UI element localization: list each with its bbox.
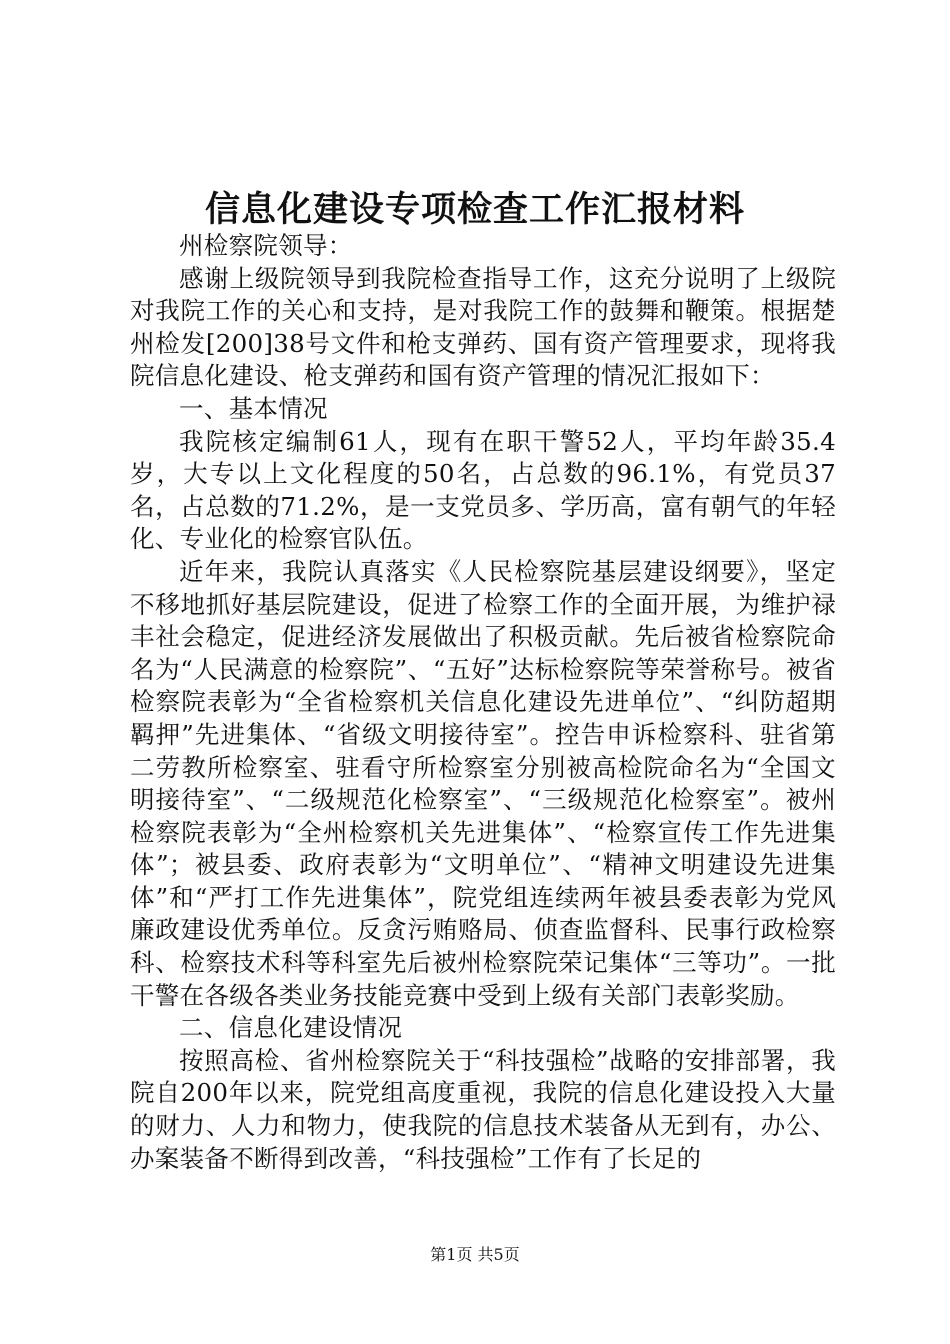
page-number-footer: 第1页 共5页 bbox=[430, 1245, 520, 1264]
body-paragraph: 感谢上级院领导到我院检查指导工作，这充分说明了上级院对我院工作的关心和支持，是对我院工作的鼓舞和鞭策。根据楚州检发[200]38号文件和枪支弹药、国有资产管理要求，现将我院信息化建设、枪支弹药和国有资产管理的情况汇报如下： bbox=[130, 263, 836, 391]
section-heading: 一、基本情况 bbox=[179, 393, 328, 423]
document-title: 信息化建设专项检查工作汇报材料 bbox=[204, 189, 745, 230]
body-paragraph: 我院核定编制61人，现有在职干警52人，平均年龄35.4岁，大专以上文化程度的50名，占总数的96.1%，有党员37名，占总数的71.2%，是一支党员多、学历高，富有朝气的年轻化、专业化的检察官队伍。 bbox=[130, 426, 836, 554]
document-body bbox=[130, 230, 836, 1175]
salutation: 州检察院领导： bbox=[179, 231, 353, 260]
body-paragraph: 近年来，我院认真落实《人民检察院基层建设纲要》，坚定不移地抓好基层院建设，促进了检察工作的全面开展，为维护禄丰社会稳定，促进经济发展做出了积极贡献。先后被省检察院命名为“人民满意的检察院”、“五好”达标检察院等荣誉称号。被省检察院表彰为“全省检察机关信息化建设先进单位”、“纠防超期羁押”先进集体、“省级文明接待室”。控告申诉检察科、驻省第二劳教所检察室、驻看守所检察室分别被高检院命名为“全国文明接待室”、“二级规范化检察室”、“三级规范化检察室”。被州检察院表彰为“全州检察机关先进集体”、“检察宣传工作先进集体”；被县委、政府表彰为“文明单位”、“精神文明建设先进集体”和“严打工作先进集体”，院党组连续两年被县委表彰为党风廉政建设优秀单位。反贪污贿赂局、侦查监督科、民事行政检察科、检察技术科等科室先后被州检察院荣记集体“三等功”。一批干警在各级各类业务技能竞赛中受到上级有关部门表彰奖励。 bbox=[130, 556, 836, 1010]
section-heading: 二、信息化建设情况 bbox=[179, 1013, 403, 1043]
body-paragraph: 按照高检、省州检察院关于“科技强检”战略的安排部署，我院自200年以来，院党组高度重视，我院的信息化建设投入大量的财力、人力和物力，使我院的信息技术装备从无到有，办公、办案装备不断得到改善，“科技强检”工作有了长足的 bbox=[130, 1045, 836, 1173]
